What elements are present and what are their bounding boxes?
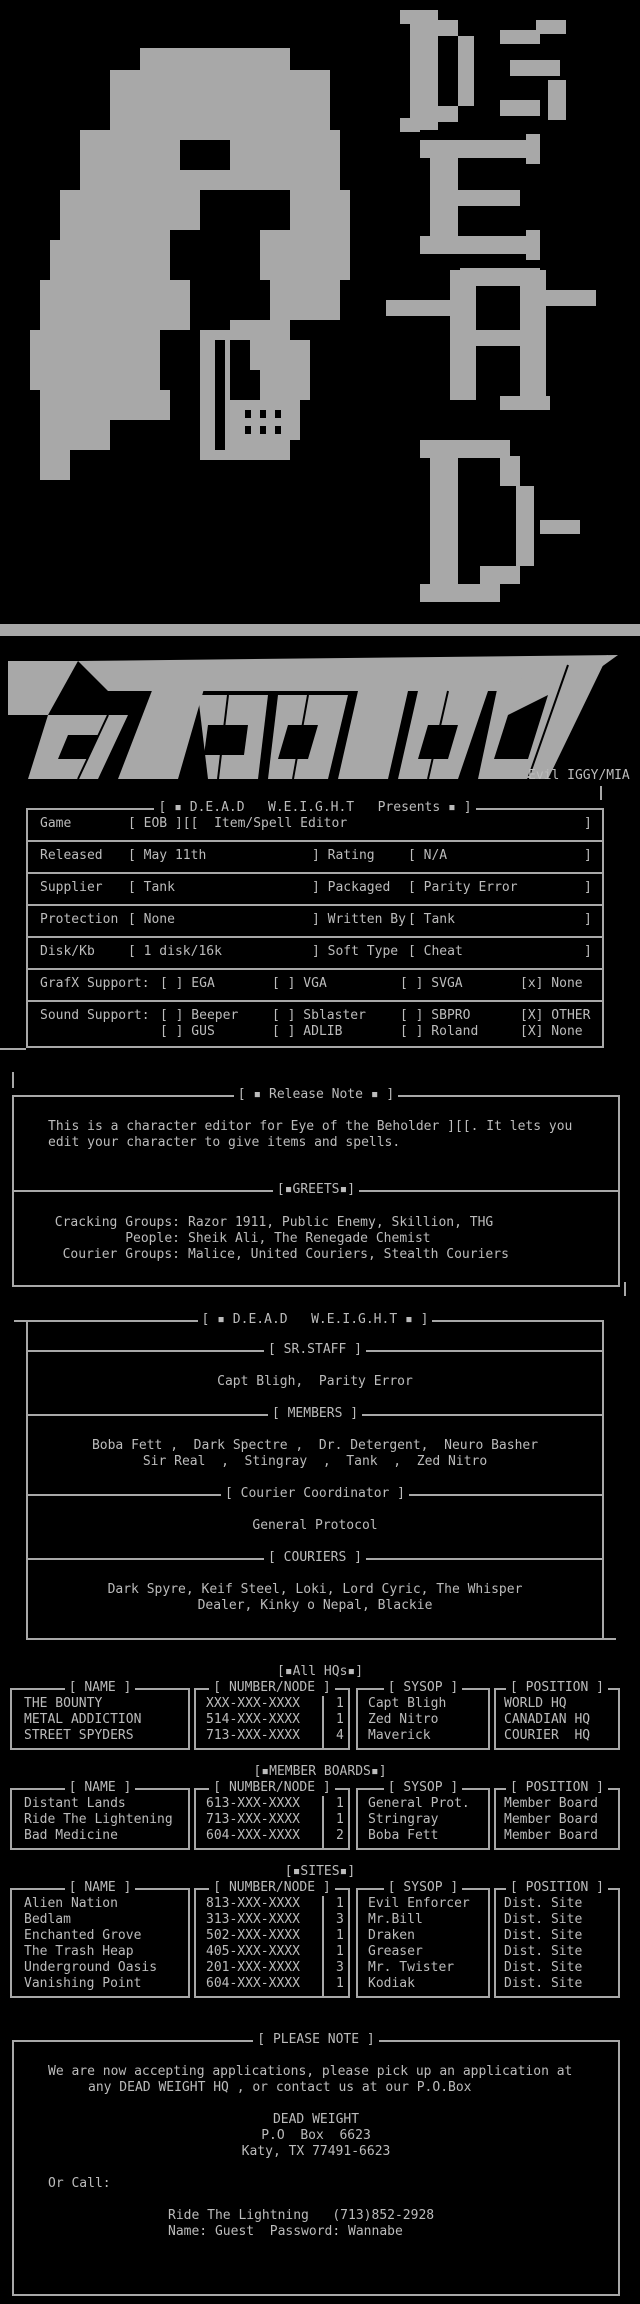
board-node: 3 [336,1912,344,1927]
board-number: 514-XXX-XXXX [206,1712,300,1727]
board-number: 713-XXX-XXXX [206,1812,300,1827]
greets-label-1: Cracking Groups: [54,1215,180,1230]
board-node: 1 [336,1976,344,1991]
board-name: THE BOUNTY [24,1696,103,1711]
board-sysop: Kodiak [368,1976,415,1991]
divider-bar [0,624,640,636]
sound-beeper: [ ] Beeper [160,1008,239,1023]
info-row-bracket: ] [584,912,592,927]
board-name: Distant Lands [24,1796,126,1811]
sound-other: [X] OTHER [520,1008,591,1023]
sound-roland: [ ] Roland [400,1024,479,1039]
info-right-value: [ N/A [408,848,448,863]
board-column-header: [ NAME ] [10,1680,190,1696]
info-label: Game [40,816,72,831]
info-label: Supplier [40,880,103,895]
grafx-svga: [ ] SVGA [400,976,463,991]
board-number: 604-XXX-XXXX [206,1828,300,1843]
board-sysop: Zed Nitro [368,1712,439,1727]
sound-label: Sound Support: [40,1008,150,1023]
board-position: COURIER HQ [504,1728,591,1743]
greets-value-2: Sheik Ali, The Renegade Chemist [188,1231,431,1246]
board-sysop: Draken [368,1928,415,1943]
or-call-label: Or Call: [48,2176,111,2191]
board-name: Vanishing Point [24,1976,142,1991]
info-right-label: ] Written By [312,912,406,927]
info-right-value: [ Parity Error [408,880,518,895]
board-number: 405-XXX-XXXX [206,1944,300,1959]
board-number: XXX-XXX-XXXX [206,1696,300,1711]
board-sysop: Mr. Twister [368,1960,455,1975]
info-header-title: [ ▪ D.E.A.D W.E.I.G.H.T Presents ▪ ] [26,800,604,816]
board-name: Ride The Lightening [24,1812,173,1827]
grafx-ega: [ ] EGA [160,976,215,991]
board-column-header: [ POSITION ] [494,1780,620,1796]
members-line-2: Sir Real , Stingray , Tank , Zed Nitro [142,1454,488,1469]
please-note-title: [ PLEASE NOTE ] [12,2032,620,2048]
board-node: 1 [336,1812,344,1827]
board-number: 813-XXX-XXXX [206,1896,300,1911]
sr-staff-title: [ SR.STAFF ] [26,1342,604,1358]
board-column-header: [ SYSOP ] [356,1780,490,1796]
board-section-title: [▪MEMBER BOARDS▪] [0,1764,640,1780]
board-position: Dist. Site [504,1944,583,1959]
board-name: STREET SPYDERS [24,1728,134,1743]
greets-title: [▪GREETS▪] [12,1182,620,1198]
board-name: The Trash Heap [24,1944,134,1959]
weight-logo [8,655,628,785]
board-name: Underground Oasis [24,1960,158,1975]
board-node: 1 [336,1712,344,1727]
box-connector [600,786,602,800]
board-column-header: [ NAME ] [10,1880,190,1896]
board-position: Member Board [504,1796,598,1811]
info-right-label: ] Rating [312,848,375,863]
info-right-label: ] Packaged [312,880,391,895]
board-number: 604-XXX-XXXX [206,1976,300,1991]
board-node: 2 [336,1828,344,1843]
info-right-value: [ Tank [408,912,455,927]
board-column-header: [ SYSOP ] [356,1680,490,1696]
board-sysop: Capt Bligh [368,1696,447,1711]
grafx-vga: [ ] VGA [272,976,327,991]
board-name: Enchanted Grove [24,1928,142,1943]
board-sysop: Stringray [368,1812,439,1827]
board-sysop: Mr.Bill [368,1912,423,1927]
sound-none: [X] None [520,1024,583,1039]
greets-value-1: Razor 1911, Public Enemy, Skillion, THG [188,1215,494,1230]
board-column-header: [ NAME ] [10,1780,190,1796]
greets-label-3: Courier Groups: [62,1247,180,1262]
info-label: Disk/Kb [40,944,95,959]
info-row-bracket: ] [584,816,592,831]
board-position: Member Board [504,1812,598,1827]
board-node: 1 [336,1928,344,1943]
greets-value-3: Malice, United Couriers, Stealth Couriers [188,1247,509,1262]
board-column-header: [ NUMBER/NODE ] [194,1680,350,1696]
sound-sblaster: [ ] Sblaster [272,1008,366,1023]
release-note-line-2: edit your character to give items and spells. [48,1135,401,1150]
board-position: Dist. Site [504,1976,583,1991]
call-login: Name: Guest Password: Wannabe [168,2224,403,2239]
release-note-line-1: This is a character editor for Eye of the Beholder ][[. It lets you [48,1119,573,1134]
board-column-header: [ POSITION ] [494,1680,620,1696]
board-number: 502-XXX-XXXX [206,1928,300,1943]
board-sysop: Boba Fett [368,1828,439,1843]
skull-ascii-art [0,0,640,640]
board-sysop: Maverick [368,1728,431,1743]
artist-signature: Evil IGGY/MIA [528,768,630,783]
board-position: WORLD HQ [504,1696,567,1711]
sound-gus: [ ] GUS [160,1024,215,1039]
board-sysop: Evil Enforcer [368,1896,470,1911]
board-name: Bedlam [24,1912,71,1927]
board-section-title: [▪All HQs▪] [0,1664,640,1680]
grafx-none: [x] None [520,976,583,991]
address-city: Katy, TX 77491-6623 [241,2144,391,2159]
board-column-header: [ NUMBER/NODE ] [194,1780,350,1796]
grafx-label: GrafX Support: [40,976,150,991]
couriers-line-2: Dealer, Kinky o Nepal, Blackie [197,1598,433,1613]
board-position: Dist. Site [504,1928,583,1943]
info-label: Protection [40,912,119,927]
board-name: METAL ADDICTION [24,1712,142,1727]
sound-adlib: [ ] ADLIB [272,1024,343,1039]
board-number: 713-XXX-XXXX [206,1728,300,1743]
greets-label-2: People: [125,1231,180,1246]
board-column-header: [ NUMBER/NODE ] [194,1880,350,1896]
info-value: [ Tank [128,880,175,895]
info-label: Released [40,848,103,863]
info-right-label: ] Soft Type [312,944,399,959]
address-box: P.O Box 6623 [261,2128,371,2143]
board-column-header: [ SYSOP ] [356,1880,490,1896]
board-node: 4 [336,1728,344,1743]
board-position: Dist. Site [504,1960,583,1975]
board-number: 613-XXX-XXXX [206,1796,300,1811]
info-value: [ 1 disk/16k [128,944,222,959]
board-number: 201-XXX-XXXX [206,1960,300,1975]
members-title: [ MEMBERS ] [26,1406,604,1422]
sr-staff-names: Capt Bligh, Parity Error [217,1374,413,1389]
board-column-header: [ POSITION ] [494,1880,620,1896]
release-note-title: [ ▪ Release Note ▪ ] [12,1087,620,1103]
couriers-title: [ COURIERS ] [26,1550,604,1566]
board-section-title: [▪SITES▪] [0,1864,640,1880]
call-board: Ride The Lightning (713)852-2928 [168,2208,435,2223]
info-row-bracket: ] [584,848,592,863]
info-value: [ May 11th [128,848,207,863]
please-note-line-1: We are now accepting applications, please pick up an application at [48,2064,573,2079]
board-sysop: Greaser [368,1944,423,1959]
board-node: 1 [336,1944,344,1959]
board-position: Dist. Site [504,1912,583,1927]
info-value: [ EOB ][[ Item/Spell Editor [128,816,348,831]
courier-coordinator-title: [ Courier Coordinator ] [26,1486,604,1502]
board-position: Dist. Site [504,1896,583,1911]
board-sysop: General Prot. [368,1796,470,1811]
board-node: 1 [336,1696,344,1711]
members-box-title: [ ▪ D.E.A.D W.E.I.G.H.T ▪ ] [26,1312,604,1328]
members-line-1: Boba Fett , Dark Spectre , Dr. Detergent, Neuro Basher [91,1438,539,1453]
courier-coordinator-name: General Protocol [252,1518,378,1533]
board-node: 3 [336,1960,344,1975]
info-right-value: [ Cheat [408,944,463,959]
couriers-line-1: Dark Spyre, Keif Steel, Loki, Lord Cyric, The Whisper [107,1582,523,1597]
board-position: CANADIAN HQ [504,1712,591,1727]
board-position: Member Board [504,1828,598,1843]
info-value: [ None [128,912,175,927]
info-row-bracket: ] [584,944,592,959]
board-node: 1 [336,1796,344,1811]
sound-sbpro: [ ] SBPRO [400,1008,471,1023]
board-node: 1 [336,1896,344,1911]
address-name: DEAD WEIGHT [272,2112,360,2127]
board-number: 313-XXX-XXXX [206,1912,300,1927]
board-name: Bad Medicine [24,1828,118,1843]
info-row-bracket: ] [584,880,592,895]
please-note-line-2: any DEAD WEIGHT HQ , or contact us at our P.O.Box [88,2080,472,2095]
board-name: Alien Nation [24,1896,118,1911]
